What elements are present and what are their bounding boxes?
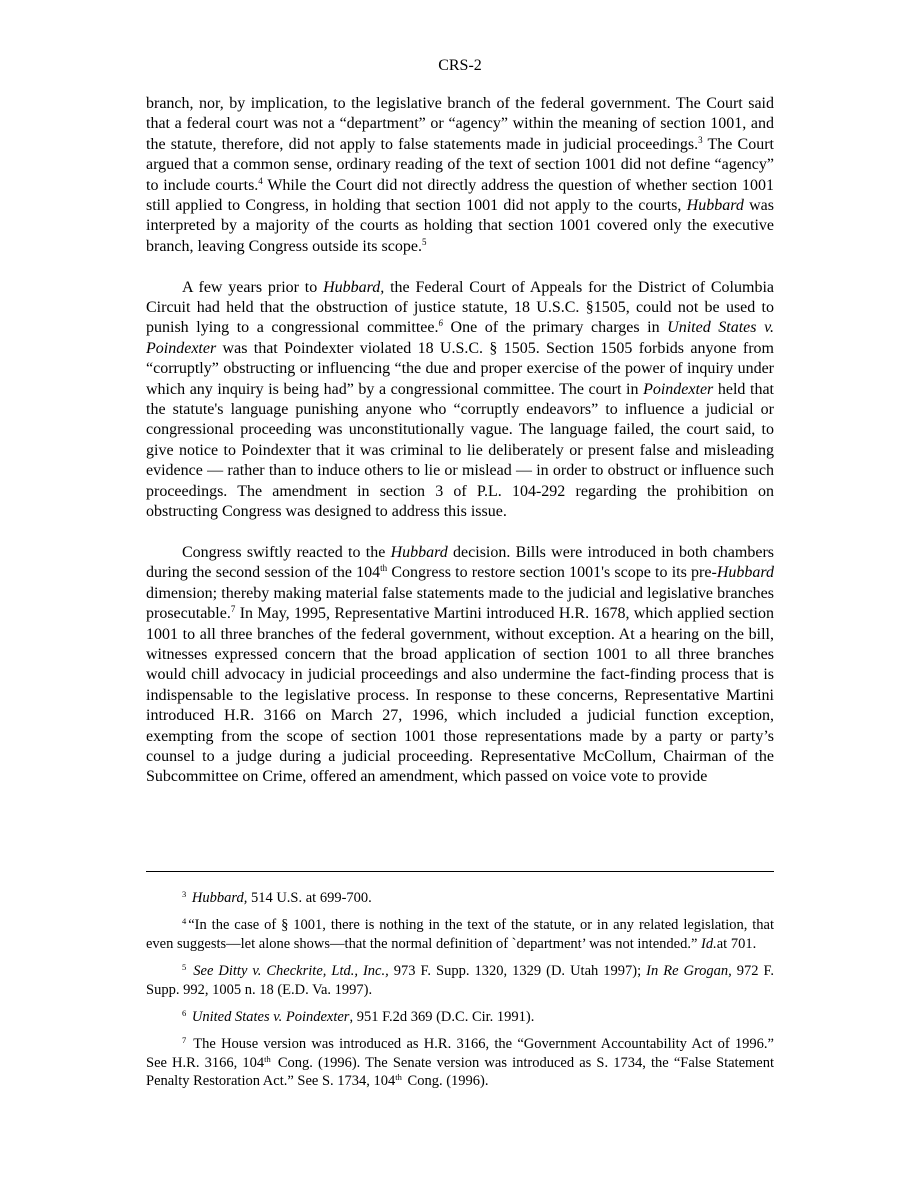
text-run: Congress to restore section 1001's scope to its pre- [387, 564, 717, 582]
text-run: was that Poindexter violated 18 U.S.C. § 1505. Section 1505 forbids anyone from “corruptly” obstructing or influencing “the due and proper exercise of the power of inquiry under which any inquiry is being had” by a congressional committee. The court in [146, 339, 774, 398]
footnote-marker: 3 [182, 889, 187, 899]
footnote-marker: 6 [182, 1008, 187, 1019]
text-run: Cong. (1996). The Senate version was introduced as S. 1734, the “False Statement Penalty Restoration Act.” See S. 1734, 104 [146, 1054, 774, 1090]
body-text [146, 94, 774, 788]
footnote-marker: 3 [698, 134, 703, 145]
italic-text: Id. [701, 935, 717, 952]
footnote [146, 916, 774, 953]
text-run: While the Court did not directly address the question of whether section 1001 still applied to Congress, in holding that section 1001 did not apply to the courts, [146, 176, 775, 215]
text-run: 973 F. Supp. 1320, 1329 (D. Utah 1997); [388, 963, 647, 980]
text-run: One of the primary charges in [442, 319, 668, 337]
footnote [146, 962, 774, 999]
footnote-marker: 7 [230, 604, 236, 615]
italic-text: In Re Grogan, [646, 963, 732, 980]
text-run: 514 U.S. at 699-700. [247, 890, 372, 906]
italic-text: Hubbard [686, 197, 744, 215]
footnote-marker: 5 [421, 236, 427, 247]
text-run: Congress swiftly reacted to the [182, 543, 391, 561]
text-run: , 951 F.2d 369 (D.C. Cir. 1991). [349, 1009, 535, 1026]
italic-text: Poindexter [643, 380, 714, 398]
footnote-marker: 5 [182, 962, 187, 973]
text-run: The House version was introduced as H.R. 3166, the “Government Accountability Act of 1996.” See H.R. 3166, 104 [146, 1036, 774, 1071]
text-run: decision. Bills were introduced in both chambers during the second session of the 104 [146, 543, 774, 582]
text-run: the Federal Court of Appeals for the District of Columbia Circuit had held that the obstruction of justice statute, 18 U.S.C. §1505, could not be used to punish lying to a congressional committee. [146, 278, 774, 337]
footnote-separator [146, 871, 774, 872]
text-run: Cong. (1996). [403, 1073, 489, 1090]
text-run: In May, 1995, Representative Martini introduced H.R. 1678, which applied section 1001 to all three branches of the federal government, without exception. At a hearing on the bill, witnesses expressed concern that the broad application of section 1001 to all three branches would chill advocacy in judicial proceedings and also undermine the fact-finding process that is indispensable to the legislative process. In response to these concerns, Representative Martini introduced H.R. 3166 on March 27, 1996, which included a judicial function exception, exempting from the scope of section 1001 those representations made by a party or party’s counsel to a judge during a judicial proceeding. Representative McCollum, Chairman of the Subcommittee on Crime, offered an amendment, which passed on voice vote to provide [146, 605, 774, 786]
text-run: 972 F. Supp. 992, 1005 n. 18 (E.D. Va. 1997). [146, 963, 775, 998]
text-run: The Court argued that a common sense, ordinary reading of the text of section 1001 did not define “agency” to include courts. [146, 135, 774, 194]
italic-text: Hubbard, [191, 890, 248, 906]
text-run: “In the case of § 1001, there is nothing in the text of the statute, or in any related legislation, that even suggests—let alone shows—that the normal definition of `department’ was not intended.” [146, 917, 774, 952]
page-header: CRS-2 [438, 57, 482, 74]
footnote [146, 889, 774, 907]
italic-text: Hubbard [716, 564, 774, 582]
italic-text: See Ditty v. Checkrite, Ltd., Inc., [193, 963, 389, 980]
footnote-marker: 4 [182, 916, 187, 927]
footnote-marker: 7 [182, 1035, 187, 1046]
italic-text: United States v. Poindexter [191, 1009, 350, 1026]
paragraph-gap [146, 523, 774, 543]
italic-text: United States v. Poindexter [146, 319, 774, 357]
footnote-marker: 4 [258, 175, 263, 186]
text-run: branch, nor, by implication, to the legislative branch of the federal government. The Court said that a federal court was not a “department” or “agency” within the meaning of section 1001, and the statute, therefore, did not apply to false statements made in judicial proceedings. [146, 95, 774, 153]
footnote [146, 1008, 774, 1026]
footnote [146, 1035, 774, 1090]
footnote-marker: 6 [438, 318, 443, 329]
text-run: A few years prior to [182, 278, 324, 296]
footnote-marker: th [395, 1072, 402, 1083]
paragraph [146, 94, 774, 257]
paragraph-gap [146, 257, 774, 277]
footnote-marker: th [380, 563, 388, 574]
paragraph [146, 543, 774, 788]
italic-text: Hubbard, [323, 278, 385, 296]
footnotes [146, 889, 774, 1100]
footnote-marker: th [264, 1053, 271, 1064]
text-run: dimension; thereby making material false statements made to the judicial and legislative branches prosecutable. [146, 584, 774, 623]
paragraph [146, 278, 774, 523]
text-run: at 701. [716, 935, 757, 952]
text-run: held that the statute's language punishing anyone who “corruptly endeavors” to influence a judicial or congressional proceeding was unconstitutionally vague. The language failed, the court said, to give notice to Poindexter that it was criminal to lie deliberately or present false and misleading evidence — rather than to induce others to lie or mislead — in order to obstruct or influence such proceedings. The amendment in section 3 of P.L. 104-292 regarding the prohibition on obstructing Congress was designed to address this issue. [146, 380, 775, 521]
italic-text: Hubbard [390, 543, 448, 561]
text-run: was interpreted by a majority of the courts as holding that section 1001 covered only the executive branch, leaving Congress outside its scope. [146, 197, 775, 255]
